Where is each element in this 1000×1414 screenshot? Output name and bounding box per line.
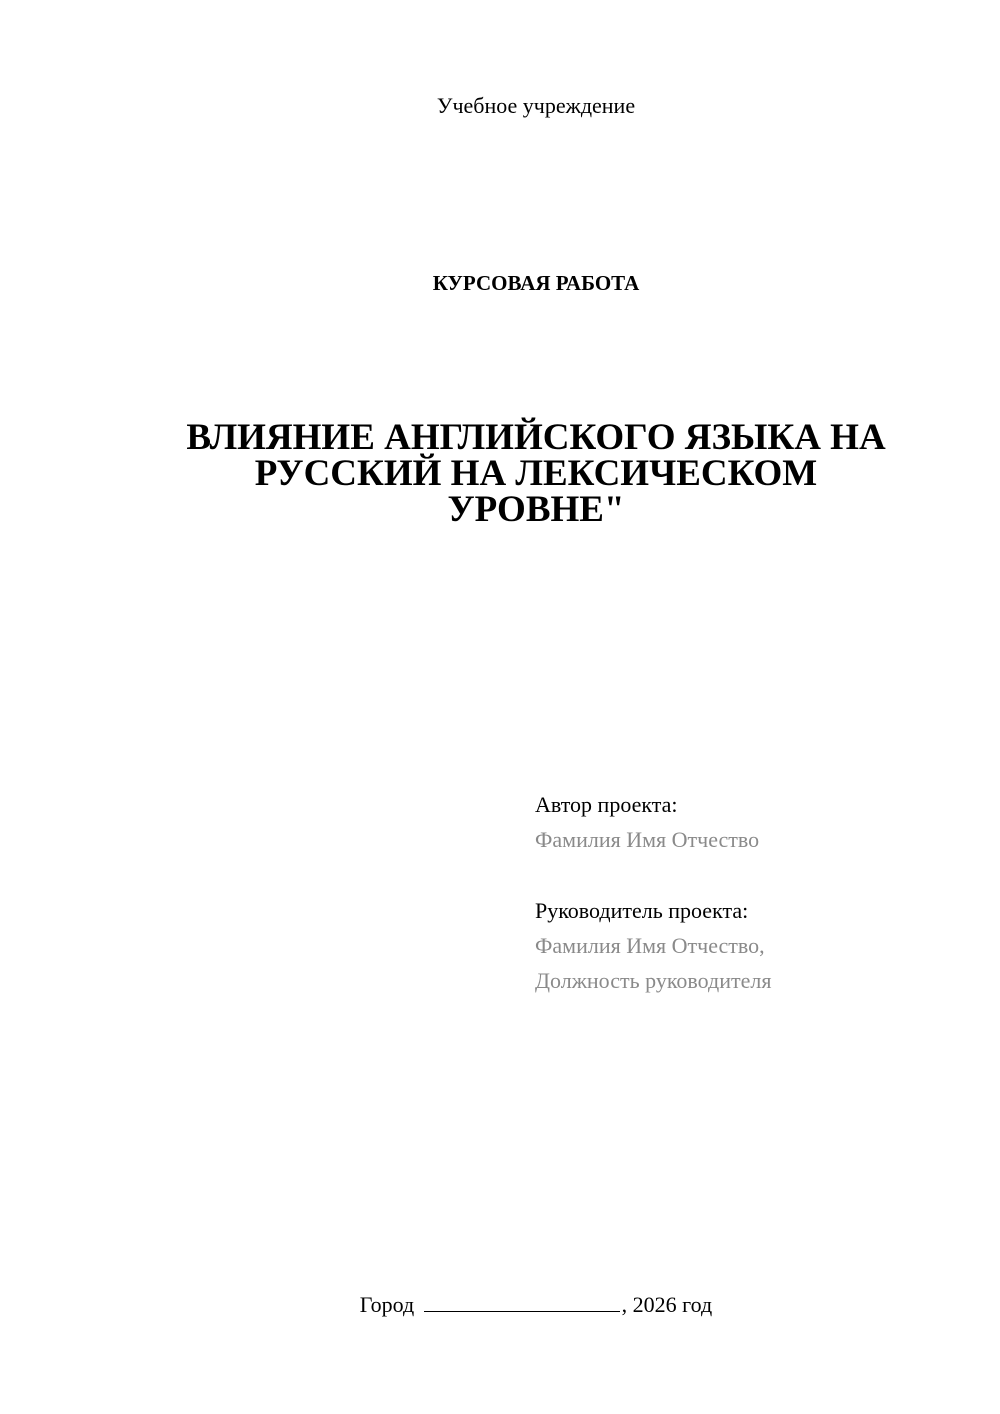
supervisor-name: Фамилия Имя Отчество, xyxy=(535,933,765,958)
work-title-line: ВЛИЯНИЕ АНГЛИЙСКОГО ЯЗЫКА НА xyxy=(186,417,886,458)
city-label: Город xyxy=(359,1292,415,1317)
work-title xyxy=(150,417,922,530)
city-year-line xyxy=(0,1290,1000,1320)
supervisor-position: Должность руководителя xyxy=(535,968,772,993)
author-name: Фамилия Имя Отчество xyxy=(535,827,760,852)
work-title-line: РУССКИЙ НА ЛЕКСИЧЕСКОМ xyxy=(254,453,818,494)
author-block xyxy=(535,787,975,857)
supervisor-label: Руководитель проекта: xyxy=(535,898,749,923)
work-title-line: УРОВНЕ" xyxy=(447,489,625,530)
work-type-heading: КУРСОВАЯ РАБОТА xyxy=(432,271,640,295)
city-blank-line xyxy=(424,1291,620,1312)
author-label: Автор проекта: xyxy=(535,792,678,817)
year-text: , 2026 год xyxy=(621,1292,713,1317)
supervisor-block xyxy=(535,893,975,998)
institution-name: Учебное учреждение xyxy=(436,93,636,118)
